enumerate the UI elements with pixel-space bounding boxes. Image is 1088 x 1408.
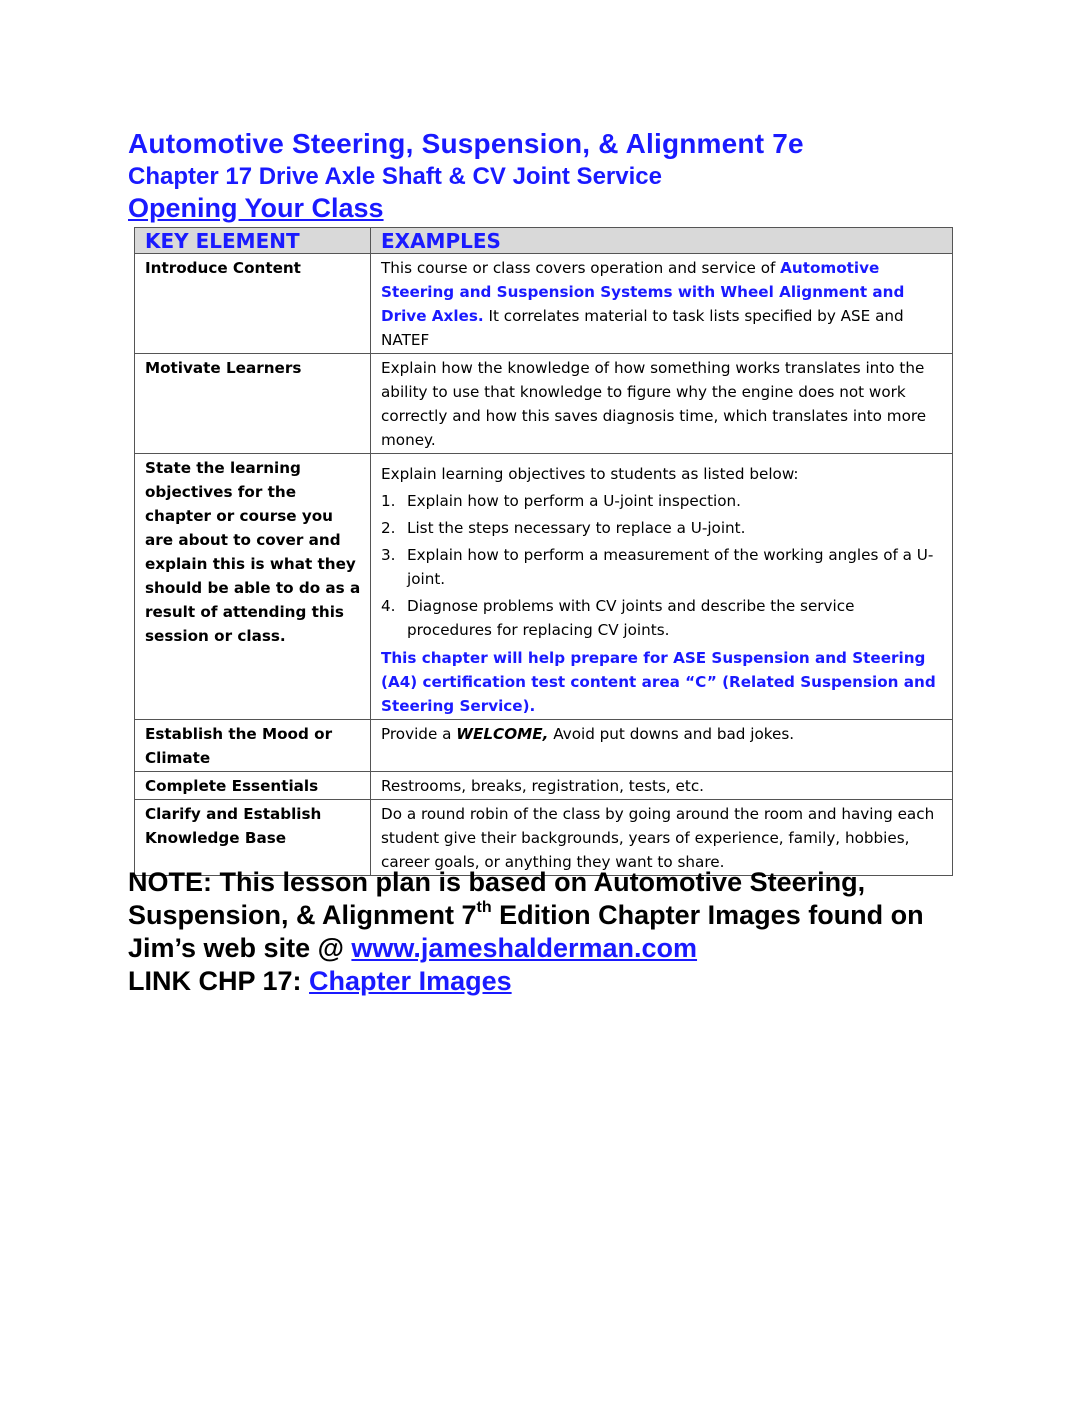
- list-number: 2.: [381, 519, 396, 537]
- chapter-images-link[interactable]: Chapter Images: [309, 966, 512, 996]
- example-cell: [371, 254, 953, 354]
- list-text: Explain how to perform a U-joint inspection.: [407, 492, 742, 510]
- lesson-plan-table: [134, 227, 953, 876]
- example-cell: Restrooms, breaks, registration, tests, etc.: [371, 772, 953, 800]
- key-element-cell: Clarify and Establish Knowledge Base: [135, 800, 371, 876]
- ase-certification-note: This chapter will help prepare for ASE Suspension and Steering (A4) certification test content area “C” (Related Suspension and Steering Service).: [381, 649, 936, 715]
- column-header-examples: EXAMPLES: [371, 228, 953, 254]
- course-name-highlight: Automotive Steering and Suspension Systems with Wheel Alignment and Drive Axles.: [381, 259, 905, 325]
- table-row-introduce: [135, 254, 953, 354]
- welcome-emphasis: WELCOME,: [456, 725, 549, 743]
- table-row-essentials: [135, 772, 953, 800]
- example-text: Avoid put downs and bad jokes.: [548, 725, 795, 743]
- list-number: 1.: [381, 492, 396, 510]
- key-element-cell: State the learning objectives for the chapter or course you are about to cover and explain this is what they should be able to do as a result of attending this session or class.: [135, 454, 371, 720]
- column-header-key-element: KEY ELEMENT: [135, 228, 371, 254]
- note-superscript: th: [476, 899, 492, 916]
- table-header-row: [135, 228, 953, 254]
- note-block: [128, 866, 988, 998]
- example-text: It correlates material to task lists specified by ASE and NATEF: [381, 307, 904, 349]
- table-row-knowledge: [135, 800, 953, 876]
- document-title: Automotive Steering, Suspension, & Alignment 7e: [128, 128, 804, 159]
- key-element-cell: Establish the Mood or Climate: [135, 720, 371, 772]
- example-cell: Do a round robin of the class by going around the room and having each student give their backgrounds, years of experience, family, hobbies, career goals, or anything they want to share.: [371, 800, 953, 876]
- list-number: 4.: [381, 597, 396, 615]
- chapter-title: Chapter 17 Drive Axle Shaft & CV Joint Service: [128, 163, 662, 190]
- website-link[interactable]: www.jameshalderman.com: [351, 933, 698, 963]
- example-text: Provide a: [381, 725, 457, 743]
- note-text: NOTE: This lesson plan is based on Automotive Steering, Suspension, & Alignment 7: [128, 867, 866, 930]
- list-item: [381, 489, 943, 513]
- example-cell: Explain how the knowledge of how something works translates into the ability to use that knowledge to figure why the engine does not work correctly and how this saves diagnosis time, which translates into more money.: [371, 354, 953, 454]
- list-item: [381, 516, 943, 540]
- list-text: Explain how to perform a measurement of the working angles of a U-joint.: [407, 546, 934, 588]
- example-text: This course or class covers operation and service of: [381, 259, 781, 277]
- list-item: [381, 543, 943, 591]
- key-element-cell: Motivate Learners: [135, 354, 371, 454]
- key-element-cell: Introduce Content: [135, 254, 371, 354]
- table-row-mood: [135, 720, 953, 772]
- table-row-motivate: [135, 354, 953, 454]
- section-heading: Opening Your Class: [128, 193, 384, 223]
- key-element-cell: Complete Essentials: [135, 772, 371, 800]
- table-row-objectives: [135, 454, 953, 720]
- list-text: Diagnose problems with CV joints and describe the service procedures for replacing CV joints.: [407, 597, 855, 639]
- list-number: 3.: [381, 546, 396, 564]
- objectives-intro: Explain learning objectives to students as listed below:: [381, 465, 799, 483]
- example-cell: [371, 454, 953, 720]
- link-label: LINK CHP 17:: [128, 966, 310, 996]
- note-text: Edition Chapter Images found on Jim’s web site @: [128, 900, 924, 963]
- list-item: [381, 594, 943, 642]
- list-text: List the steps necessary to replace a U-joint.: [407, 519, 746, 537]
- example-cell: [371, 720, 953, 772]
